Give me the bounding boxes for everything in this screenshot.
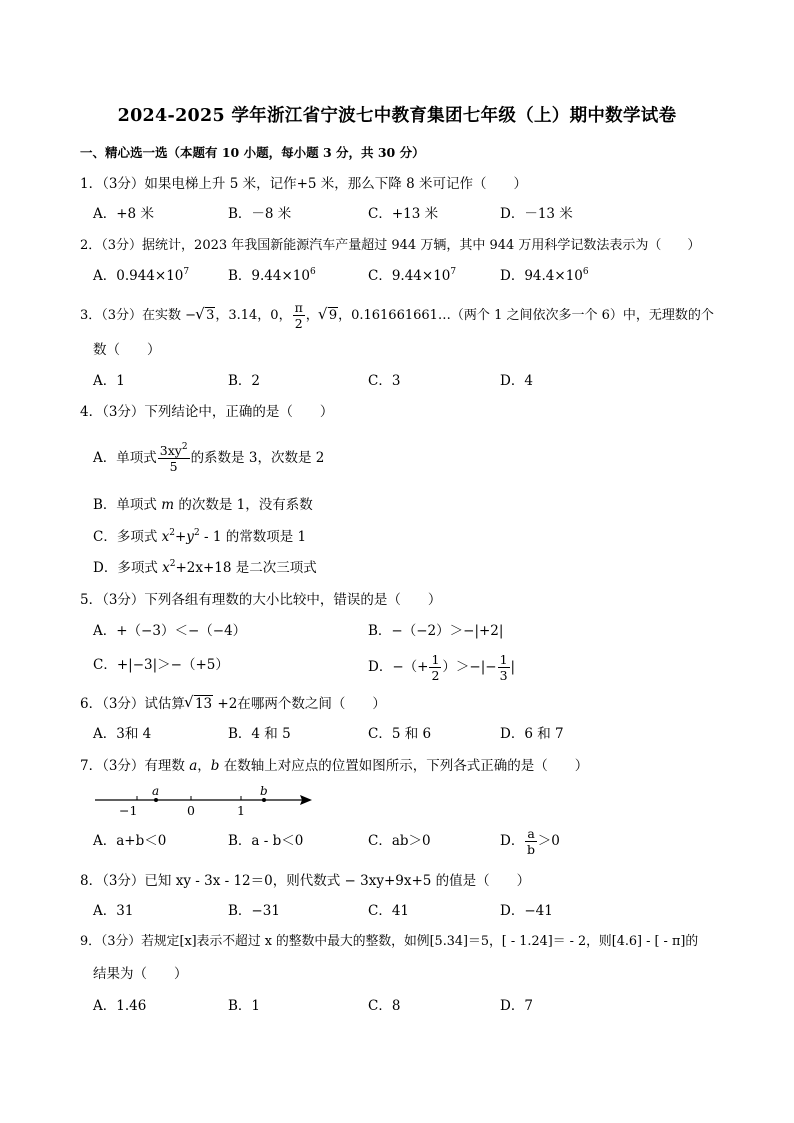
q2-option-b[interactable]: B．$9.44\times 10^6$ <box>228 267 316 284</box>
question-4: 4．（3分）下列结论中，正确的是（ ） <box>80 404 334 420</box>
q2-option-c[interactable]: C．$9.44\times 10^7$ <box>368 267 457 284</box>
q5-option-d[interactable]: D．−（+ $\frac{1}{2}$ ）＞−|− $\frac{1}{3}$ | <box>368 652 516 683</box>
q1-option-c[interactable]: C．+13 米 <box>368 206 439 222</box>
q3-option-c[interactable]: C．3 <box>368 373 401 389</box>
q3-option-b[interactable]: B．2 <box>228 373 261 389</box>
question-9: 9．（3分）若规定[x]表示不超过 x 的整数中最大的整数，如例[5.34]＝5，[ - 1.24]＝ - 2，则[4.6] - [ - π]的 <box>80 934 699 949</box>
q5-option-c[interactable]: C．+|−3|＞−（+5） <box>93 657 229 673</box>
q8-option-a[interactable]: A．31 <box>93 903 134 919</box>
q7-option-c[interactable]: C．ab＞0 <box>368 833 431 849</box>
question-6: 6．（3分）试估算√ 13 +2在哪两个数之间（ ） <box>80 694 386 714</box>
q4-option-d[interactable]: D．多项式 $x^2+2x+18$ 是二次三项式 <box>93 559 317 576</box>
q6-option-c[interactable]: C．5 和 6 <box>368 726 432 742</box>
fraction-pi-over-2: $\frac{\pi}{2}$ <box>294 300 303 331</box>
q9-option-a[interactable]: A．1.46 <box>93 998 147 1014</box>
question-5: 5．（3分）下列各组有理数的大小比较中，错误的是（ ） <box>80 592 442 608</box>
fraction-one-half: $\frac{1}{2}$ <box>431 652 440 683</box>
question-1: 1．（3分）如果电梯上升 5 米，记作+5 米，那么下降 8 米可记作（ ） <box>80 176 527 192</box>
q5-option-b[interactable]: B．−（−2）＞−|+2| <box>368 623 504 639</box>
q6-option-b[interactable]: B．4 和 5 <box>228 726 291 742</box>
q7-option-d[interactable]: D． $\frac{a}{b}$ ＞0 <box>500 826 560 857</box>
number-line-diagram <box>90 782 320 822</box>
point-a <box>154 798 158 802</box>
page-title: 2024-2025 学年浙江省宁波七中教育集团七年级（上）期中数学试卷 <box>117 106 677 126</box>
tick-label-0: 0 <box>187 803 195 818</box>
fraction-a-over-b: $\frac{a}{b}$ <box>527 826 536 857</box>
q2-option-d[interactable]: D．$94.4\times 10^6$ <box>500 267 589 284</box>
q9-option-d[interactable]: D．7 <box>500 998 533 1014</box>
section-heading: 一、精心选一选（本题有 10 小题，每小题 3 分，共 30 分） <box>80 145 425 160</box>
q3-option-d[interactable]: D．4 <box>500 373 533 389</box>
question-3-continued: 数（ ） <box>93 342 161 358</box>
question-3: 3．（3分）在实数 −√ 3，3.14，0， $\frac{\pi}{2}$ ，√ 9，0.161661661…（两个 1 之间依次多一个 6）中，无理数的个 <box>80 300 714 331</box>
q1-option-b[interactable]: B．－8 米 <box>228 206 292 222</box>
sqrt-symbol: √ 9 <box>319 306 338 326</box>
question-9-continued: 结果为（ ） <box>93 966 188 982</box>
q9-option-c[interactable]: C．8 <box>368 998 401 1014</box>
q7-option-b[interactable]: B．a - b＜0 <box>228 833 304 849</box>
q1-option-d[interactable]: D．－13 米 <box>500 206 573 222</box>
q4-option-a[interactable]: A．单项式 $\frac{3xy^2}{5}$ 的系数是 3，次数是 2 <box>93 442 325 474</box>
q6-option-d[interactable]: D．6 和 7 <box>500 726 564 742</box>
q4-option-c[interactable]: C．多项式 $x^2+y^2 - 1$ 的常数项是 1 <box>93 528 307 545</box>
question-8: 8．（3分）已知 xy - 3x - 12＝0，则代数式 − 3xy+9x+5 的值是（ ） <box>80 873 531 889</box>
q5-option-a[interactable]: A．+（−3）＜−（−4） <box>93 623 247 639</box>
fraction-3xy2-over-5: $\frac{3xy^2}{5}$ <box>159 442 188 474</box>
q3-option-a[interactable]: A．1 <box>93 373 125 389</box>
q1-option-a[interactable]: A．+8 米 <box>93 206 154 222</box>
question-7: 7．（3分）有理数 a，b 在数轴上对应点的位置如图所示，下列各式正确的是（ ） <box>80 758 589 774</box>
q7-option-a[interactable]: A．a+b＜0 <box>93 833 167 849</box>
sqrt-symbol: √ 13 <box>185 694 213 714</box>
q6-option-a[interactable]: A．3和 4 <box>93 726 152 742</box>
q8-option-d[interactable]: D．−41 <box>500 903 553 919</box>
q9-option-b[interactable]: B．1 <box>228 998 261 1014</box>
sqrt-symbol: √ 3 <box>196 306 215 326</box>
q8-option-b[interactable]: B．−31 <box>228 903 280 919</box>
label-b: b <box>260 784 268 798</box>
question-2: 2．（3分）据统计，2023 年我国新能源汽车产量超过 944 万辆，其中 944 万用科学记数法表示为（ ） <box>80 238 701 253</box>
label-a: a <box>152 784 160 798</box>
tick-label-neg1: −1 <box>119 803 138 818</box>
fraction-one-third: $\frac{1}{3}$ <box>499 652 508 683</box>
point-b <box>262 798 266 802</box>
q2-option-a[interactable]: A．$0.944\times 10^7$ <box>93 267 190 284</box>
q4-option-b[interactable]: B．单项式 m 的次数是 1，没有系数 <box>93 497 313 513</box>
tick-label-1: 1 <box>237 803 245 818</box>
q8-option-c[interactable]: C．41 <box>368 903 410 919</box>
